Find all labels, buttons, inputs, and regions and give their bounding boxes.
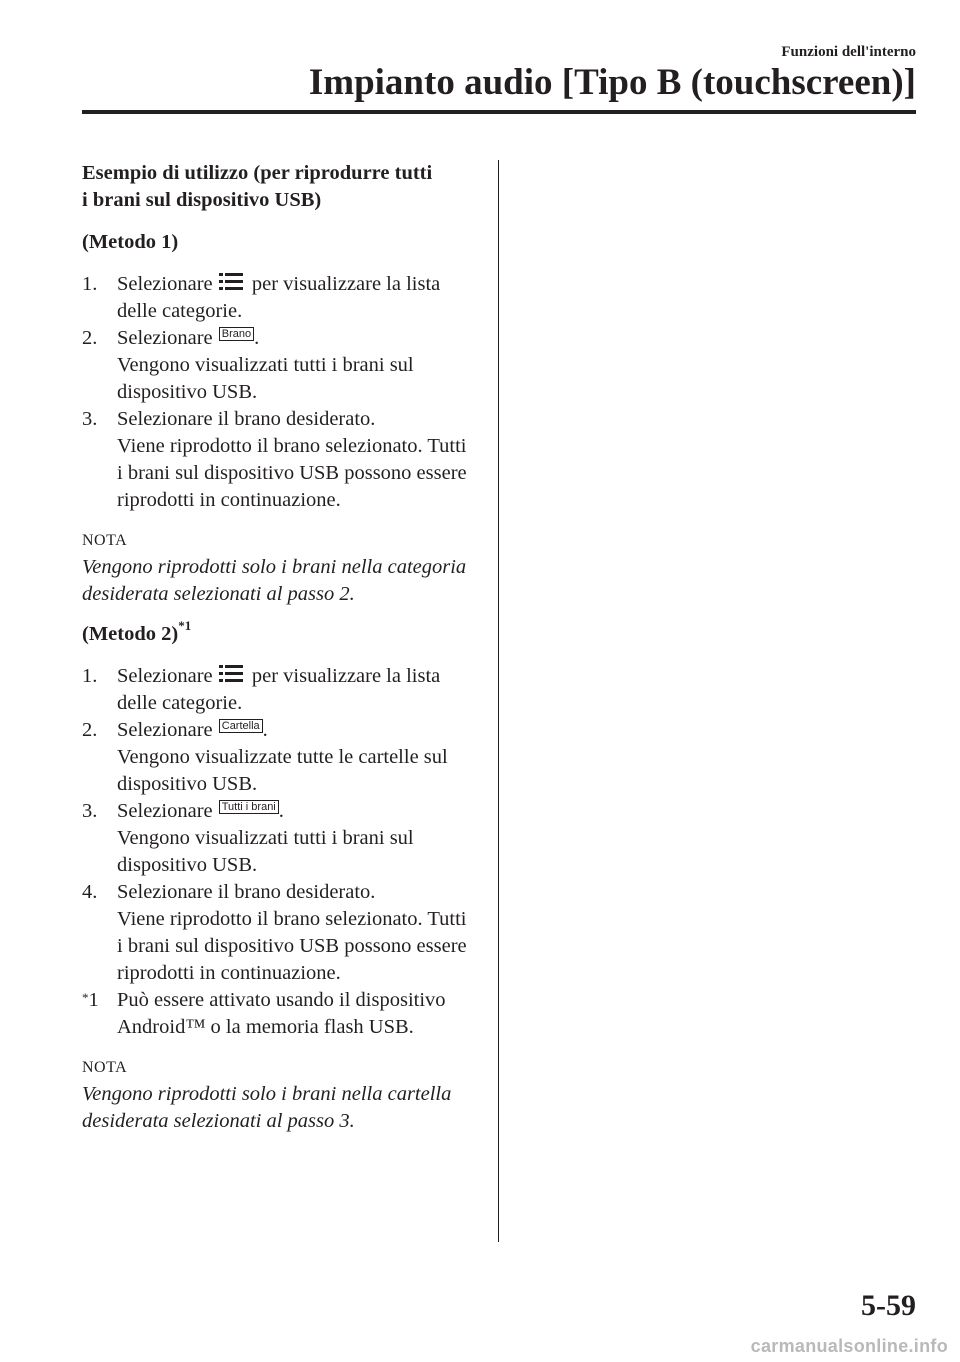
footnote [82, 987, 472, 1041]
footnote-text: Può essere attivato usando il dispositivo Android™ o la memoria flash USB. [117, 989, 446, 1038]
footnote-number: 1 [88, 989, 99, 1011]
step-item [82, 271, 472, 325]
step-item [82, 406, 472, 514]
note-label: NOTA [82, 1059, 128, 1076]
footnote-marker [82, 987, 99, 1014]
tutti-i-brani-button: Tutti i brani [219, 800, 279, 814]
cartella-button: Cartella [219, 719, 263, 733]
step-text: . [254, 327, 260, 349]
footnote-asterisk: * [82, 990, 89, 1005]
note-text: Vengono riprodotti solo i brani nella categoria desiderata selezionati al passo 2. [82, 556, 467, 605]
example-heading [82, 160, 472, 214]
step-text: Selezionare il brano desiderato. [117, 881, 376, 903]
step-text: Selezionare [117, 719, 213, 741]
step-text: Selezionare [117, 327, 213, 349]
list-icon [219, 272, 243, 292]
step-number: 1. [82, 665, 98, 687]
step-number: 3. [82, 800, 98, 822]
step-detail: Viene riprodotto il brano selezionato. Tutti i brani sul dispositivo USB possono essere riprodotti in continuazione. [117, 435, 467, 511]
step-number: 2. [82, 719, 98, 741]
method1-steps [82, 271, 472, 514]
brano-button: Brano [219, 327, 254, 341]
step-number: 2. [82, 327, 98, 349]
watermark: carmanualsonline.info [750, 1336, 948, 1356]
content-column [82, 160, 472, 1148]
method2-heading [82, 618, 472, 648]
method1-heading: (Metodo 1) [82, 231, 179, 253]
step-item [82, 663, 472, 717]
example-heading-line2: i brani sul dispositivo USB) [82, 189, 322, 211]
example-heading-line1: Esempio di utilizzo (per riprodurre tutti [82, 162, 433, 184]
footnote-ref: *1 [178, 618, 192, 633]
page-number: 5-59 [861, 1289, 916, 1322]
page-title: Impianto audio [Tipo B (touchscreen)] [308, 62, 916, 103]
step-text: . [278, 800, 284, 822]
step-number: 4. [82, 881, 98, 903]
step-text: Selezionare [117, 800, 213, 822]
step-number: 3. [82, 408, 98, 430]
step-detail: Vengono visualizzati tutti i brani sul dispositivo USB. [117, 354, 414, 403]
step-text: per visualizzare la lista delle categorie. [117, 273, 441, 322]
method2-heading-text: (Metodo 2) [82, 623, 179, 645]
step-text: . [262, 719, 268, 741]
method2-steps [82, 663, 472, 987]
section-title: Funzioni dell'interno [781, 44, 916, 60]
method2-note [82, 1054, 472, 1135]
header-rule [82, 110, 916, 114]
step-detail: Vengono visualizzate tutte le cartelle sul dispositivo USB. [117, 746, 448, 795]
step-text: Selezionare [117, 273, 213, 295]
step-text: Selezionare [117, 665, 213, 687]
step-item [82, 717, 472, 798]
step-detail: Viene riprodotto il brano selezionato. Tutti i brani sul dispositivo USB possono essere riprodotti in continuazione. [117, 908, 467, 984]
step-item [82, 879, 472, 987]
list-icon [219, 664, 243, 684]
step-text: Selezionare il brano desiderato. [117, 408, 376, 430]
step-number: 1. [82, 273, 98, 295]
column-divider [498, 160, 499, 1242]
step-item [82, 798, 472, 879]
step-item [82, 325, 472, 406]
step-text: per visualizzare la lista delle categorie. [117, 665, 441, 714]
note-label: NOTA [82, 532, 128, 549]
step-detail: Vengono visualizzati tutti i brani sul dispositivo USB. [117, 827, 414, 876]
note-text: Vengono riprodotti solo i brani nella cartella desiderata selezionati al passo 3. [82, 1083, 452, 1132]
method1-note [82, 527, 472, 608]
